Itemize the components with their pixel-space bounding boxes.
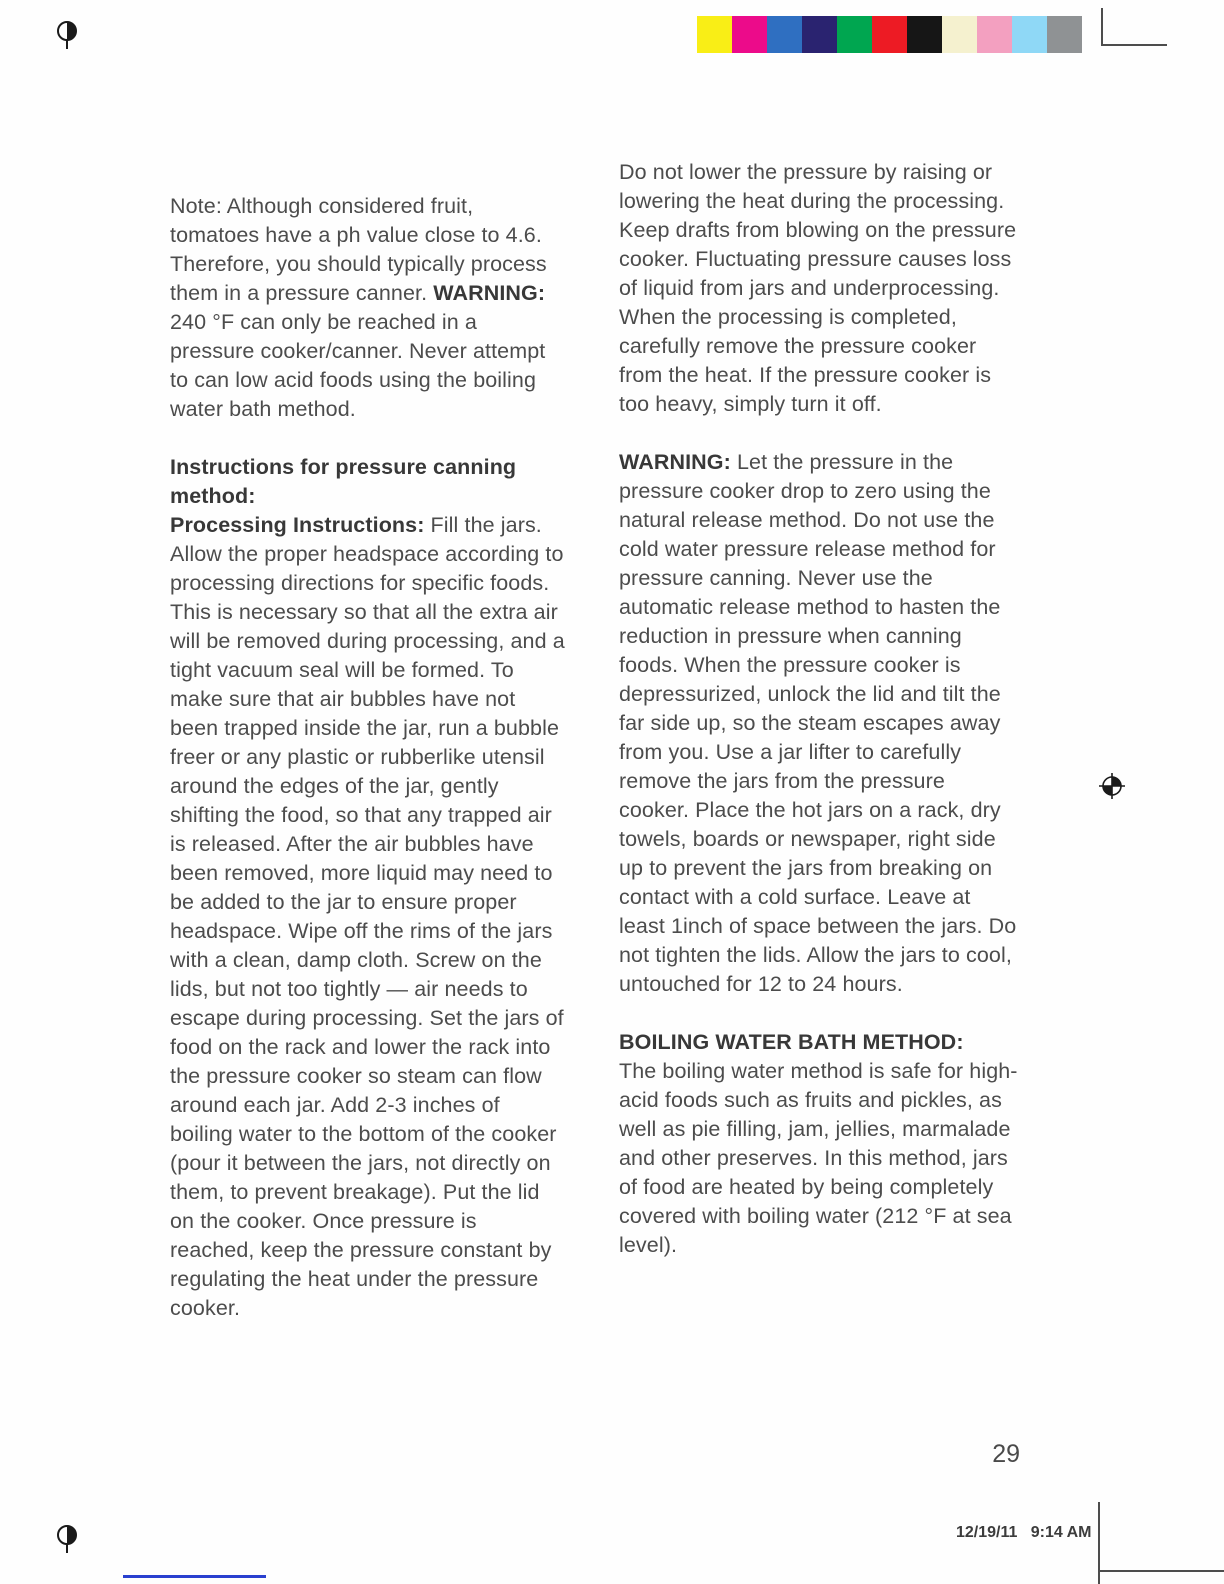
color-swatch: [1047, 16, 1082, 53]
color-swatch: [977, 16, 1012, 53]
color-swatch: [732, 16, 767, 53]
right-column: [619, 158, 1021, 1260]
paragraph: Note: Although considered fruit, tomatoes have a ph value close to 4.6. Therefore, you should typically process them in a pressure canner. WARNING: 240 °F can only be reached in a pressure cooker/canner. Never attempt to can low acid foods using the boiling water bath method.: [170, 194, 547, 421]
left-column: [170, 192, 567, 1323]
crop-mark-top-right-vertical: [1101, 8, 1103, 46]
crop-mark-bottom-right-horizontal: [1098, 1570, 1224, 1572]
color-swatch: [942, 16, 977, 53]
crop-mark-top-right-horizontal: [1101, 44, 1167, 46]
paragraph: Do not lower the pressure by raising or lowering the heat during the processing. Keep drafts from blowing on the pressure cooker. Fluctuating pressure causes loss of liquid from jars and underprocessing. When the processing is completed, carefully remove the pressure cooker from the heat. If the pressure cooker is too heavy, simply turn it off.: [619, 160, 1017, 416]
section-heading: BOILING WATER BATH METHOD:: [619, 1030, 964, 1054]
footer-timestamp: 12/19/11 9:14 AM: [956, 1524, 1092, 1541]
footer-blue-line: [123, 1575, 266, 1578]
color-swatch: [1012, 16, 1047, 53]
registration-mark-icon: [55, 18, 79, 55]
color-bar: [697, 16, 1082, 53]
color-swatch: [767, 16, 802, 53]
paragraph: Processing Instructions: Fill the jars. Allow the proper headspace according to processing directions for specific foods. This is necessary so that all the extra air will be removed during processing, and a tight vacuum seal will be formed. To make sure that air bubbles have not been trapped inside the jar, run a bubble freer or any plastic or rubberlike utensil around the edges of the jar, gently shifting the food, so that any trapped air is released. After the air bubbles have been removed, more liquid may need to be added to the jar to ensure proper headspace. Wipe off the rims of the jars with a clean, damp cloth. Screw on the lids, but not too tightly — air needs to escape during processing. Set the jars of food on the rack and lower the rack into the pressure cooker so steam can flow around each jar. Add 2-3 inches of boiling water to the bottom of the cooker (pour it between the jars, not directly on them, to prevent breakage). Put the lid on the cooker. Once pressure is reached, keep the pressure constant by regulating the heat under the pressure cooker.: [170, 513, 565, 1320]
color-swatch: [837, 16, 872, 53]
paragraph: WARNING: Let the pressure in the pressure cooker drop to zero using the natural release method. Do not use the cold water pressure release method for pressure canning. Never use the automatic release method to hasten the reduction in pressure when canning foods. When the pressure cooker is depressurized, unlock the lid and tilt the far side up, so the steam escapes away from you. Use a jar lifter to carefully remove the jars from the pressure cooker. Place the hot jars on a rack, dry towels, boards or newspaper, right side up to prevent the jars from breaking on contact with a cold surface. Leave at least 1inch of space between the jars. Do not tighten the lids. Allow the jars to cool, untouched for 12 to 24 hours.: [619, 450, 1017, 996]
registration-mark-icon: [55, 1522, 79, 1559]
color-swatch: [697, 16, 732, 53]
page-number: 29: [992, 1440, 1020, 1468]
paragraph: The boiling water method is safe for high-acid foods such as fruits and pickles, as well as pie filling, jam, jellies, marmalade and other preserves. In this method, jars of food are heated by being completely covered with boiling water (212 °F at sea level).: [619, 1059, 1018, 1257]
section-heading: Instructions for pressure canning method:: [170, 455, 517, 508]
color-swatch: [802, 16, 837, 53]
registration-target-icon: [1098, 772, 1126, 805]
color-swatch: [872, 16, 907, 53]
color-swatch: [907, 16, 942, 53]
